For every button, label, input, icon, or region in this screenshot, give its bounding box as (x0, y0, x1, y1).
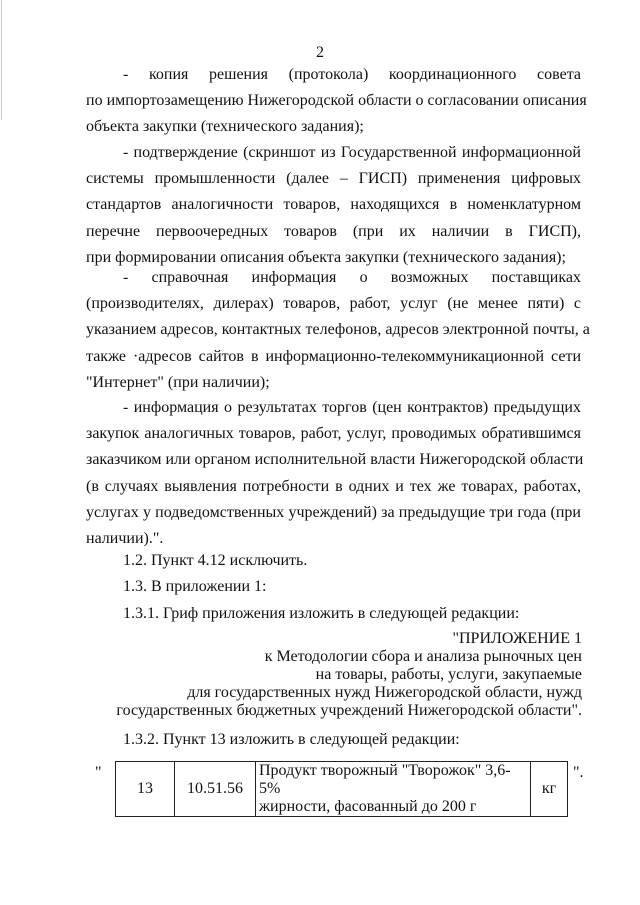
product-line: жирности, фасованный до 200 г (259, 798, 477, 815)
closing-quote: ". (573, 764, 584, 781)
text-line: заказчиком или органом исполнительной власти Нижегородской области (86, 451, 584, 469)
text-line: по импортозамещению Нижегородской области о согласовании описания (86, 92, 587, 110)
text-line: - справочная информация о возможных поставщиках (123, 269, 581, 286)
list-item-gisp-confirmation (86, 140, 581, 271)
stamp-line: для государственных нужд Нижегородской области, нужд (187, 684, 582, 701)
text-line: системы промышленности (далее – ГИСП) применения цифровых (86, 170, 581, 188)
list-item-import-decision (86, 62, 587, 141)
stamp-line: "ПРИЛОЖЕНИЕ 1 (452, 630, 582, 647)
stamp-line: на товары, работы, услуги, закупаемые (315, 666, 582, 683)
list-item-tender-results (86, 395, 584, 552)
text-line: услугах у подведомственных учреждений) за предыдущие три года (при (86, 503, 581, 521)
text-line: "Интернет" (при наличии); (86, 373, 270, 391)
text-line: - информация о результатах торгов (цен контрактов) предыдущих (123, 399, 581, 416)
table-row (116, 762, 568, 817)
stamp-line: к Методологии сбора и анализа рыночных цен (264, 648, 582, 665)
page-number: 2 (316, 44, 324, 61)
item-1-3-2: 1.3.2. Пункт 13 изложить в следующей редакции: (123, 731, 460, 748)
product-cell (256, 762, 531, 817)
text-line: объекта закупки (технического задания); (86, 118, 364, 136)
code-cell: 10.51.56 (175, 762, 256, 817)
list-item-supplier-info (86, 265, 590, 396)
text-line: (в случаях выявления потребности в одних и тех же товарах, работах, (86, 477, 581, 495)
text-line: указанием адресов, контактных телефонов, адресов электронной почты, а (86, 321, 590, 339)
item-1-3-1: 1.3.1. Гриф приложения изложить в следующей редакции: (123, 605, 520, 622)
text-line: - копия решения (протокола) координационного совета (123, 66, 581, 83)
item-13-table (115, 761, 568, 817)
text-line: перечне первоочередных товаров (при их наличии в ГИСП), (86, 222, 581, 240)
opening-quote: " (95, 764, 102, 781)
row-number-cell: 13 (116, 762, 175, 817)
item-1-3: 1.3. В приложении 1: (123, 578, 267, 595)
text-line: при формировании описания объекта закупки (технического задания); (86, 248, 566, 266)
appendix-stamp (116, 630, 582, 720)
text-line: - подтверждение (скриншот из Государственной информационной (123, 144, 581, 161)
text-line: закупок аналогичных товаров, работ, услуг, проводимых обратившимся (86, 425, 581, 443)
stamp-line: государственных бюджетных учреждений Нижегородской области". (116, 702, 582, 719)
text-line: наличии).". (86, 530, 164, 548)
item-1-2: 1.2. Пункт 4.12 исключить. (123, 552, 308, 569)
text-line: (производителях, дилерах) товаров, работ, услуг (не менее пяти) с (86, 295, 581, 313)
product-line: Продукт творожный "Творожок" 3,6-5% (259, 762, 511, 797)
text-line: также ·адресов сайтов в информационно-телекоммуникационной сети (86, 347, 581, 365)
unit-cell: кг (531, 762, 568, 817)
text-line: стандартов аналогичности товаров, находящихся в номенклатурном (86, 196, 581, 214)
